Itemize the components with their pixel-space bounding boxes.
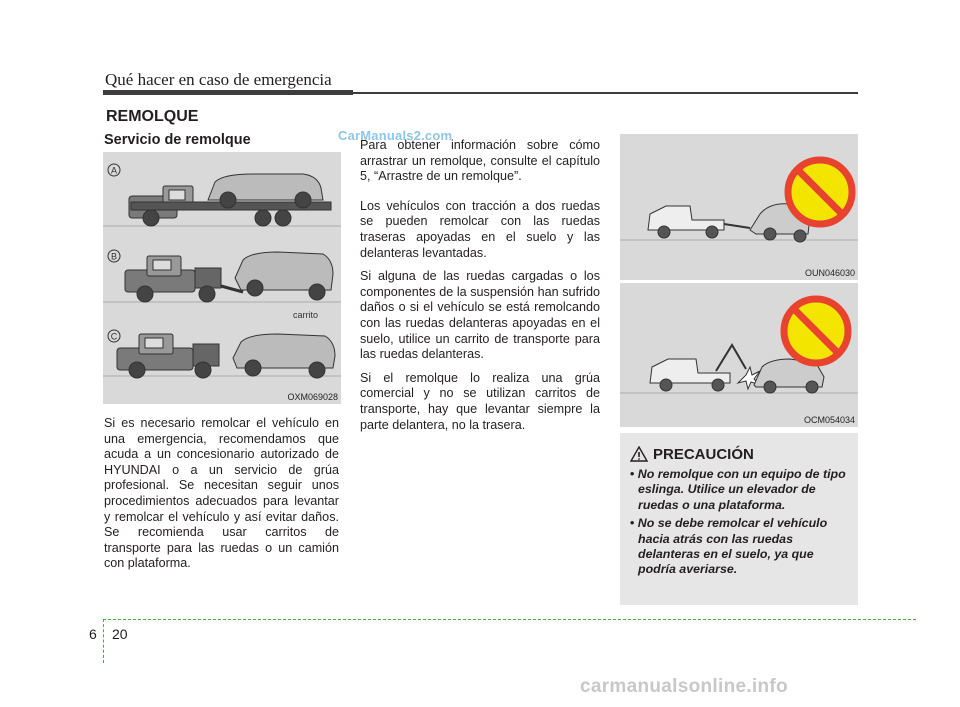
dolly-tow-truck-icon — [117, 334, 335, 378]
column-2-text — [360, 138, 600, 441]
footer-divider — [103, 619, 916, 620]
sling-tow-prohibited-figure — [620, 134, 858, 280]
towing-methods-figure — [103, 152, 341, 404]
label-c: C — [110, 331, 118, 342]
site-watermark: carmanualsonline.info — [580, 676, 788, 697]
chapter-number: 6 — [89, 626, 97, 642]
figure-code: OXM069028 — [287, 392, 338, 402]
header-bar — [103, 90, 353, 95]
paragraph-trailer-info: Para obtener información sobre cómo arrastrar un remolque, consulte el capítulo 5, “Arrastre de un remolque”. — [360, 138, 600, 184]
tow-truck-icon — [650, 345, 746, 391]
flatbed-truck-icon — [129, 174, 331, 226]
label-c-icon — [108, 330, 120, 342]
wheel-lift-truck-icon — [125, 252, 333, 302]
label-a: A — [110, 165, 118, 176]
reverse-tow-prohibited-figure — [620, 283, 858, 427]
paragraph-commercial-tow: Si el remolque lo realiza una grúa comercial y no se utilizan carritos de transporte, hay que levantar siempre la parte delantera, no la trasera. — [360, 370, 600, 432]
figure-code: OUN046030 — [804, 268, 855, 278]
watermark-carmanuals: CarManuals2.com — [338, 128, 453, 143]
prohibited-icon — [784, 299, 848, 363]
prohibited-icon — [788, 160, 852, 224]
label-b: B — [110, 251, 118, 262]
caution-item: • No se debe remolcar el vehículo hacia atrás con las ruedas delanteras en el suelo, ya que podría averiarse. — [626, 516, 852, 578]
section-title: REMOLQUE — [106, 108, 199, 125]
caution-title: PRECAUCIÓN — [653, 446, 754, 463]
paragraph-two-wheel-drive: Los vehículos con tracción a dos ruedas se pueden remolcar con las ruedas traseras apoyadas en el suelo y las delanteras levantadas. — [360, 198, 600, 260]
page-number: 20 — [112, 626, 128, 642]
van-icon — [648, 206, 750, 238]
label-b-icon — [108, 250, 120, 262]
towing-service-paragraph: Si es necesario remolcar el vehículo en una emergencia, recomendamos que acuda a un concesionario autorizado de HYUNDAI o a un servicio de grúa profesional. Se necesitan seguir unos procedimientos adecuados para levantar y remolcar el vehículo y así evitar daños. Se recomienda usar carritos de transporte para las ruedas o un camión con plataforma. — [104, 416, 339, 571]
footer-vertical-divider — [103, 619, 104, 663]
header-rule — [353, 92, 858, 94]
reverse-tow-illustration — [620, 283, 858, 427]
paragraph-damaged-wheels: Si alguna de las ruedas cargadas o los componentes de la suspensión han sufrido daños o si el vehículo se está remolcando con las ruedas delanteras apoyadas en el suelo, utilice un carrito de transporte para las ruedas delanteras. — [360, 269, 600, 362]
figure-code: OCM054034 — [803, 415, 855, 425]
label-a-icon — [108, 164, 120, 176]
warning-triangle-icon — [630, 446, 648, 462]
caution-list — [626, 467, 852, 581]
sling-tow-illustration — [620, 134, 858, 280]
header-title: Qué hacer en caso de emergencia — [105, 70, 332, 89]
carrito-label: carrito — [293, 310, 319, 320]
caution-item: • No remolque con un equipo de tipo eslinga. Utilice un elevador de ruedas o una plataforma. — [626, 467, 852, 513]
subsection-title: Servicio de remolque — [104, 132, 251, 148]
towing-methods-illustration — [103, 152, 341, 404]
